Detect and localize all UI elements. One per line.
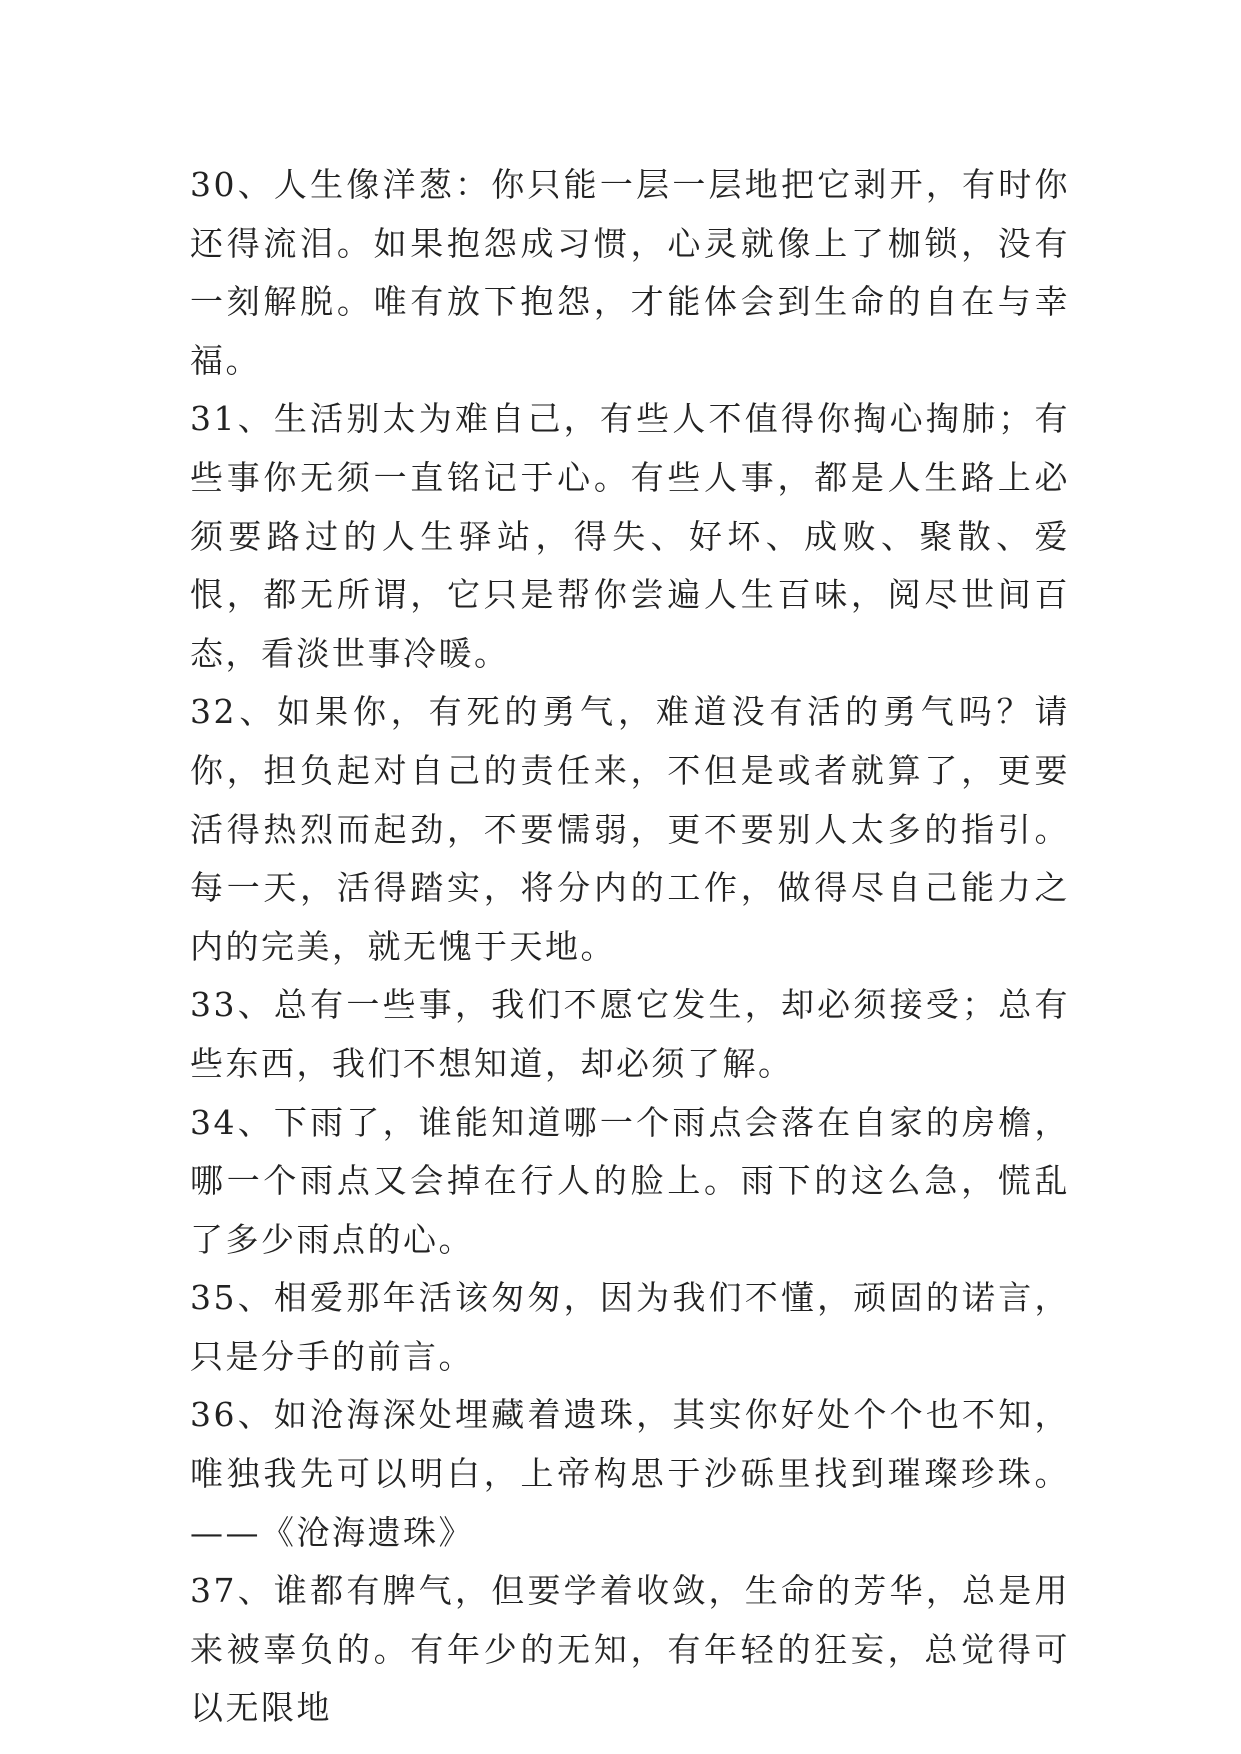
paragraph-31: 31、生活别太为难自己，有些人不值得你掏心掏肺；有些事你无须一直铭记于心。有些人事，都是人生路上必须要路过的人生驿站，得失、好坏、成败、聚散、爱恨，都无所谓，它只是帮你尝遍人生百味，阅尽世间百态，看淡世事冷暖。: [190, 399, 1070, 673]
paragraph-32: 32、如果你，有死的勇气，难道没有活的勇气吗？请你，担负起对自己的责任来，不但是或者就算了，更要活得热烈而起劲，不要懦弱，更不要别人太多的指引。每一天，活得踏实，将分内的工作，做得尽自己能力之内的完美，就无愧于天地。: [190, 692, 1070, 966]
paragraph-35: 35、相爱那年活该匆匆，因为我们不懂，顽固的诺言，只是分手的前言。: [190, 1278, 1070, 1376]
paragraph-30: 30、人生像洋葱：你只能一层一层地把它剥开，有时你还得流泪。如果抱怨成习惯，心灵就像上了枷锁，没有一刻解脱。唯有放下抱怨，才能体会到生命的自在与幸福。: [190, 165, 1070, 380]
paragraph-37: 37、谁都有脾气，但要学着收敛，生命的芳华，总是用来被辜负的。有年少的无知，有年轻的狂妄，总觉得可以无限地: [190, 1571, 1070, 1728]
paragraph-34: 34、下雨了，谁能知道哪一个雨点会落在自家的房檐，哪一个雨点又会掉在行人的脸上。雨下的这么急，慌乱了多少雨点的心。: [190, 1102, 1070, 1259]
document-body: [190, 156, 1070, 1738]
paragraph-36: 36、如沧海深处埋藏着遗珠，其实你好处个个也不知，唯独我先可以明白，上帝构思于沙砾里找到璀璨珍珠。——《沧海遗珠》: [190, 1395, 1070, 1552]
paragraph-33: 33、总有一些事，我们不愿它发生，却必须接受；总有些东西，我们不想知道，却必须了解。: [190, 985, 1070, 1083]
